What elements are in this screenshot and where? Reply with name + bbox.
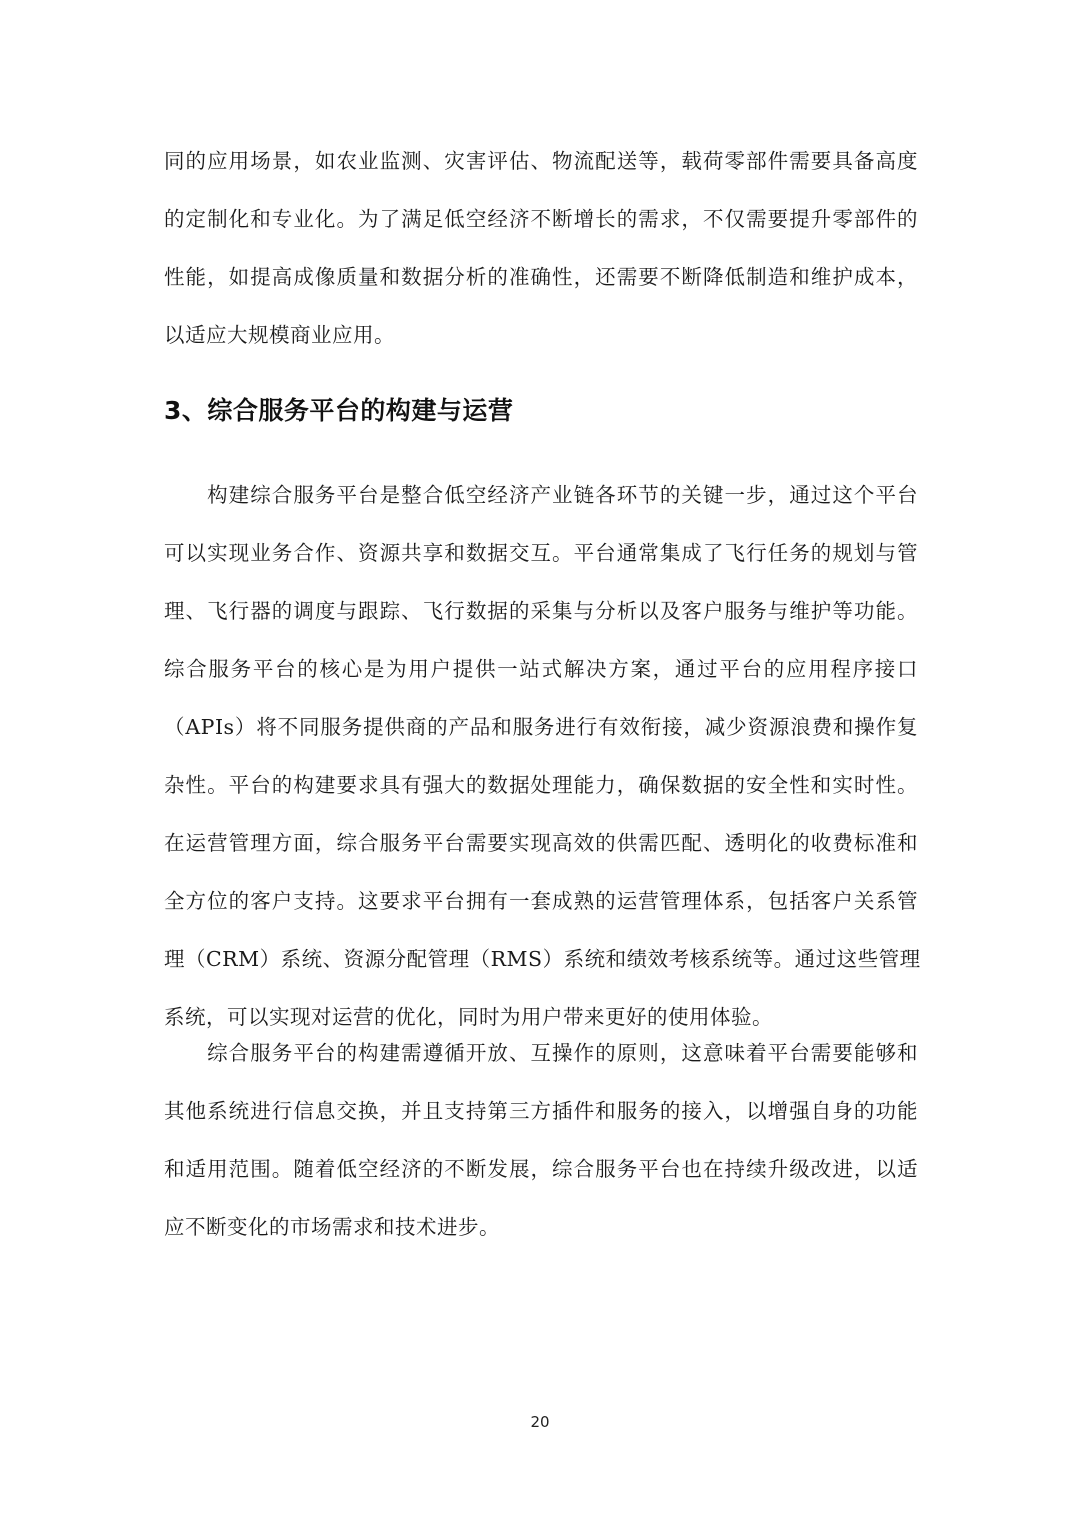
paragraph-line: 构建综合服务平台是整合低空经济产业链各环节的关键一步，通过这个平台 [164,483,918,507]
paragraph-line: 理（CRM）系统、资源分配管理（RMS）系统和绩效考核系统等。通过这些管理 [164,947,921,971]
paragraph-2 [164,466,921,1046]
paragraph-line: 性能，如提高成像质量和数据分析的准确性，还需要不断降低制造和维护成本， [164,265,918,289]
page-number: 20 [530,1413,550,1431]
paragraph-line: 全方位的客户支持。这要求平台拥有一套成熟的运营管理体系，包括客户关系管 [164,889,918,913]
paragraph-line: 综合服务平台的核心是为用户提供一站式解决方案，通过平台的应用程序接口 [164,657,918,681]
paragraph-line: 的定制化和专业化。为了满足低空经济不断增长的需求，不仅需要提升零部件的 [164,207,918,231]
paragraph-line: 应不断变化的市场需求和技术进步。 [164,1215,500,1239]
paragraph-line: 系统，可以实现对运营的优化，同时为用户带来更好的使用体验。 [164,1005,773,1029]
paragraph-line: 同的应用场景，如农业监测、灾害评估、物流配送等，载荷零部件需要具备高度 [164,149,918,173]
paragraph-line: 可以实现业务合作、资源共享和数据交互。平台通常集成了飞行任务的规划与管 [164,541,918,565]
paragraph-3 [164,1024,918,1256]
paragraph-line: 在运营管理方面，综合服务平台需要实现高效的供需匹配、透明化的收费标准和 [164,831,918,855]
section-heading: 3、综合服务平台的构建与运营 [164,396,514,425]
paragraph-line: 杂性。平台的构建要求具有强大的数据处理能力，确保数据的安全性和实时性。 [164,773,918,797]
paragraph-line: 和适用范围。随着低空经济的不断发展，综合服务平台也在持续升级改进，以适 [164,1157,918,1181]
paragraph-line: （APIs）将不同服务提供商的产品和服务进行有效衔接，减少资源浪费和操作复 [164,715,918,739]
paragraph-line: 以适应大规模商业应用。 [164,323,395,347]
paragraph-1 [164,132,918,364]
paragraph-line: 其他系统进行信息交换，并且支持第三方插件和服务的接入，以增强自身的功能 [164,1099,918,1123]
paragraph-line: 理、飞行器的调度与跟踪、飞行数据的采集与分析以及客户服务与维护等功能。 [164,599,918,623]
paragraph-line: 综合服务平台的构建需遵循开放、互操作的原则，这意味着平台需要能够和 [164,1041,918,1065]
